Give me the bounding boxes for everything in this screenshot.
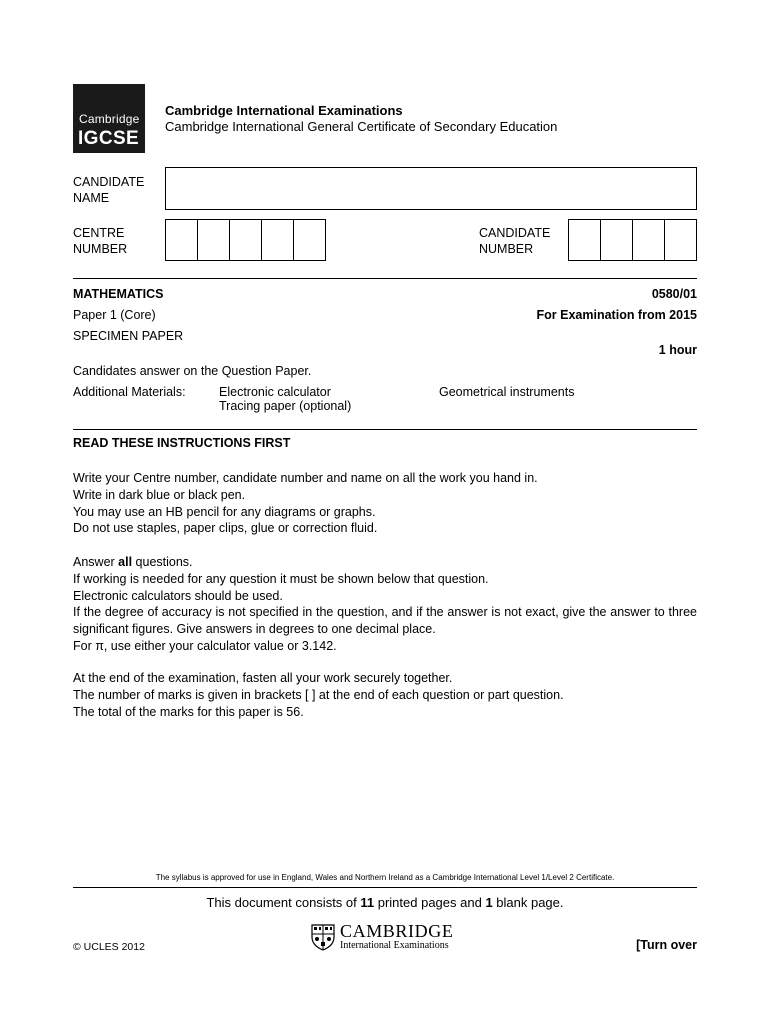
exam-from: For Examination from 2015 [536, 308, 697, 322]
centre-number-digit-box[interactable] [294, 220, 326, 260]
material-item: Electronic calculator [219, 385, 331, 399]
organisation-name: Cambridge International Examinations [165, 103, 403, 118]
copyright: © UCLES 2012 [73, 941, 145, 953]
instruction-line: Write in dark blue or black pen. [73, 487, 246, 502]
instruction-line: If working is needed for any question it must be shown below that question. [73, 571, 489, 586]
instruction-line: Write your Centre number, candidate number and name on all the work you hand in. [73, 471, 538, 485]
candidate-number-label-line-1: CANDIDATE [479, 226, 551, 240]
instruction-line: The total of the marks for this paper is 56. [73, 704, 304, 719]
centre-number-label [73, 225, 127, 257]
pages-middle: printed pages and [374, 895, 486, 910]
candidate-name-label-line-2: NAME [73, 191, 110, 205]
brand-subtitle: International Examinations [340, 940, 449, 951]
answer-on-paper-note: Candidates answer on the Question Paper. [73, 364, 312, 378]
syllabus-note: The syllabus is approved for use in England, Wales and Northern Ireland as a Cambridge International Level 1/Level 2 Certificate. [155, 873, 615, 882]
divider [73, 278, 697, 279]
instructions-block-1 [73, 470, 697, 537]
cambridge-igcse-logo [73, 84, 145, 153]
turn-over: [Turn over [636, 938, 697, 952]
centre-number-digit-box[interactable] [198, 220, 230, 260]
instruction-line: You may use an HB pencil for any diagrams or graphs. [73, 504, 376, 519]
candidate-name-field[interactable] [165, 167, 697, 210]
centre-number-digit-box[interactable] [230, 220, 262, 260]
centre-number-digit-box[interactable] [166, 220, 198, 260]
subject-title: MATHEMATICS [73, 287, 164, 301]
logo-line-2: IGCSE [78, 128, 140, 149]
instruction-line: For π, use either your calculator value or 3.142. [73, 638, 337, 653]
page-count-statement [73, 895, 697, 910]
pages-suffix: blank page. [492, 895, 564, 910]
candidate-number-label-line-2: NUMBER [479, 242, 534, 256]
material-item: Geometrical instruments [439, 385, 575, 399]
cambridge-wordmark [340, 922, 453, 952]
instructions-block-2 [73, 554, 697, 655]
instruction-line: Electronic calculators should be used. [73, 588, 283, 603]
answer-prefix: Answer [73, 555, 119, 569]
cambridge-crest-icon [311, 924, 335, 951]
printed-pages-count: 11 [360, 895, 375, 910]
instruction-line: Do not use staples, paper clips, glue or correction fluid. [73, 521, 378, 536]
candidate-number-digit-box[interactable] [569, 220, 601, 260]
logo-line-1: Cambridge [79, 112, 140, 126]
centre-number-field[interactable] [165, 219, 326, 261]
candidate-number-digit-box[interactable] [665, 220, 697, 260]
candidate-name-label-line-1: CANDIDATE [73, 175, 145, 189]
material-item: Tracing paper (optional) [219, 399, 352, 413]
qualification-name: Cambridge International General Certificate of Secondary Education [165, 119, 558, 134]
instruction-line [73, 554, 697, 571]
paper-code: 0580/01 [651, 287, 697, 301]
centre-number-label-line-2: NUMBER [73, 242, 128, 256]
candidate-name-label [73, 174, 144, 206]
candidate-number-label [479, 225, 550, 257]
centre-number-label-line-1: CENTRE [73, 226, 125, 240]
footer-divider [73, 887, 697, 888]
duration: 1 hour [658, 343, 697, 357]
instruction-line: At the end of the examination, fasten all your work securely together. [73, 671, 453, 685]
answer-suffix: questions. [132, 555, 193, 569]
centre-number-digit-box[interactable] [262, 220, 294, 260]
candidate-number-field[interactable] [568, 219, 697, 261]
instructions-block-3 [73, 670, 697, 720]
instruction-line: If the degree of accuracy is not specified in the question, and if the answer is not exact, give the answer to three significant figures. Give answers in degrees to one decimal place. [73, 605, 697, 637]
paper-name: Paper 1 (Core) [73, 308, 156, 322]
candidate-number-digit-box[interactable] [633, 220, 665, 260]
specimen-label: SPECIMEN PAPER [73, 329, 184, 343]
candidate-number-digit-box[interactable] [601, 220, 633, 260]
answer-all-emphasis: all [118, 555, 133, 569]
instruction-line: The number of marks is given in brackets [ ] at the end of each question or part question. [73, 687, 564, 702]
brand-name: CAMBRIDGE [340, 921, 454, 941]
blank-pages-count: 1 [485, 895, 493, 910]
materials-label: Additional Materials: [73, 385, 186, 399]
divider [73, 429, 697, 430]
instructions-heading: READ THESE INSTRUCTIONS FIRST [73, 436, 291, 450]
pages-prefix: This document consists of [206, 895, 361, 910]
